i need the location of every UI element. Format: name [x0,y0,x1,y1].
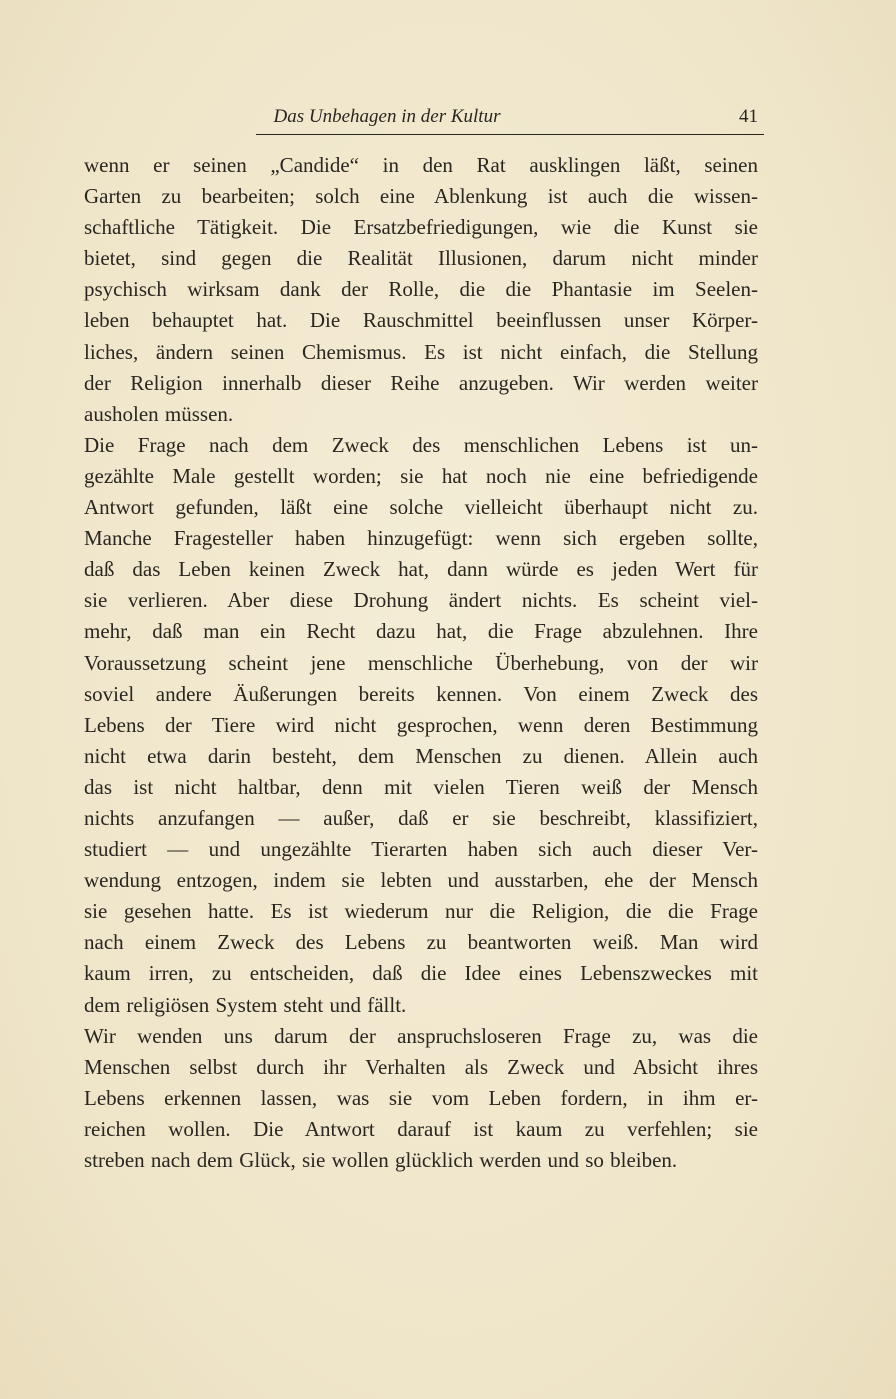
text-line: das ist nicht haltbar, denn mit vielen Tieren weiß der Mensch [84,774,758,799]
text-line: sie gesehen hatte. Es ist wiederum nur die Religion, die die Frage [84,899,758,924]
text-line: liches, ändern seinen Chemismus. Es ist nicht einfach, die Stellung [84,339,758,364]
text-line: mehr, daß man ein Recht dazu hat, die Frage abzulehnen. Ihre [84,619,758,644]
body-text [84,150,758,1176]
text-line: nicht etwa darin besteht, dem Menschen zu dienen. Allein auch [84,743,758,768]
text-line: studiert — und ungezählte Tierarten haben sich auch dieser Ver- [84,837,758,862]
text-line: kaum irren, zu entscheiden, daß die Idee eines Lebenszweckes mit [84,961,758,986]
text-line: wenn er seinen „Candide“ in den Rat ausklingen läßt, seinen [84,153,758,177]
text-line: streben nach dem Glück, sie wollen glücklich werden und so bleiben. [84,1148,678,1172]
text-line: nach einem Zweck des Lebens zu beantworten weiß. Man wird [84,930,758,955]
running-title: Das Unbehagen in der Kultur [273,106,501,127]
text-line: daß das Leben keinen Zweck hat, dann würde es jeden Wert für [84,557,758,582]
text-line: Lebens erkennen lassen, was sie vom Leben fordern, in ihm er- [84,1085,758,1110]
text-line: Garten zu bearbeiten; solch eine Ablenkung ist auch die wissen- [84,184,758,209]
page-number: 41 [739,106,758,127]
text-line: gezählte Male gestellt worden; sie hat noch nie eine befriedigende [84,463,758,488]
text-line: soviel andere Äußerungen bereits kennen. Von einem Zweck des [84,681,758,706]
text-line: wendung entzogen, indem sie lebten und ausstarben, ehe der Mensch [84,868,758,893]
text-line: psychisch wirksam dank der Rolle, die die Phantasie im Seelen- [84,277,758,302]
text-line: Die Frage nach dem Zweck des menschlichen Lebens ist un- [84,432,758,457]
running-header [256,106,758,132]
paragraph [84,430,758,1021]
text-line: Antwort gefunden, läßt eine solche vielleicht überhaupt nicht zu. [84,495,758,520]
text-line: Manche Fragesteller haben hinzugefügt: wenn sich ergeben sollte, [84,526,758,551]
text-line: nichts anzufangen — außer, daß er sie beschreibt, klassifiziert, [84,805,758,830]
text-line: der Religion innerhalb dieser Reihe anzugeben. Wir werden weiter [84,370,758,395]
text-line: Voraussetzung scheint jene menschliche Überhebung, von der wir [84,650,758,675]
text-line: Menschen selbst durch ihr Verhalten als Zweck und Absicht ihres [84,1054,758,1079]
header-rule [256,134,764,135]
text-line: sie verlieren. Aber diese Drohung ändert nichts. Es scheint viel- [84,588,758,613]
text-line: Wir wenden uns darum der anspruchsloseren Frage zu, was die [84,1023,758,1048]
text-line: bietet, sind gegen die Realität Illusionen, darum nicht minder [84,246,758,271]
paragraph [84,1021,758,1176]
text-line: reichen wollen. Die Antwort darauf ist kaum zu verfehlen; sie [84,1116,758,1141]
paragraph [84,150,758,430]
text-line: dem religiösen System steht und fällt. [84,992,407,1017]
text-line: ausholen müssen. [84,401,234,426]
text-line: Lebens der Tiere wird nicht gesprochen, wenn deren Bestimmung [84,712,758,737]
text-line: leben behauptet hat. Die Rauschmittel beeinflussen unser Körper- [84,308,758,333]
text-line: schaftliche Tätigkeit. Die Ersatzbefriedigungen, wie die Kunst sie [84,215,758,240]
